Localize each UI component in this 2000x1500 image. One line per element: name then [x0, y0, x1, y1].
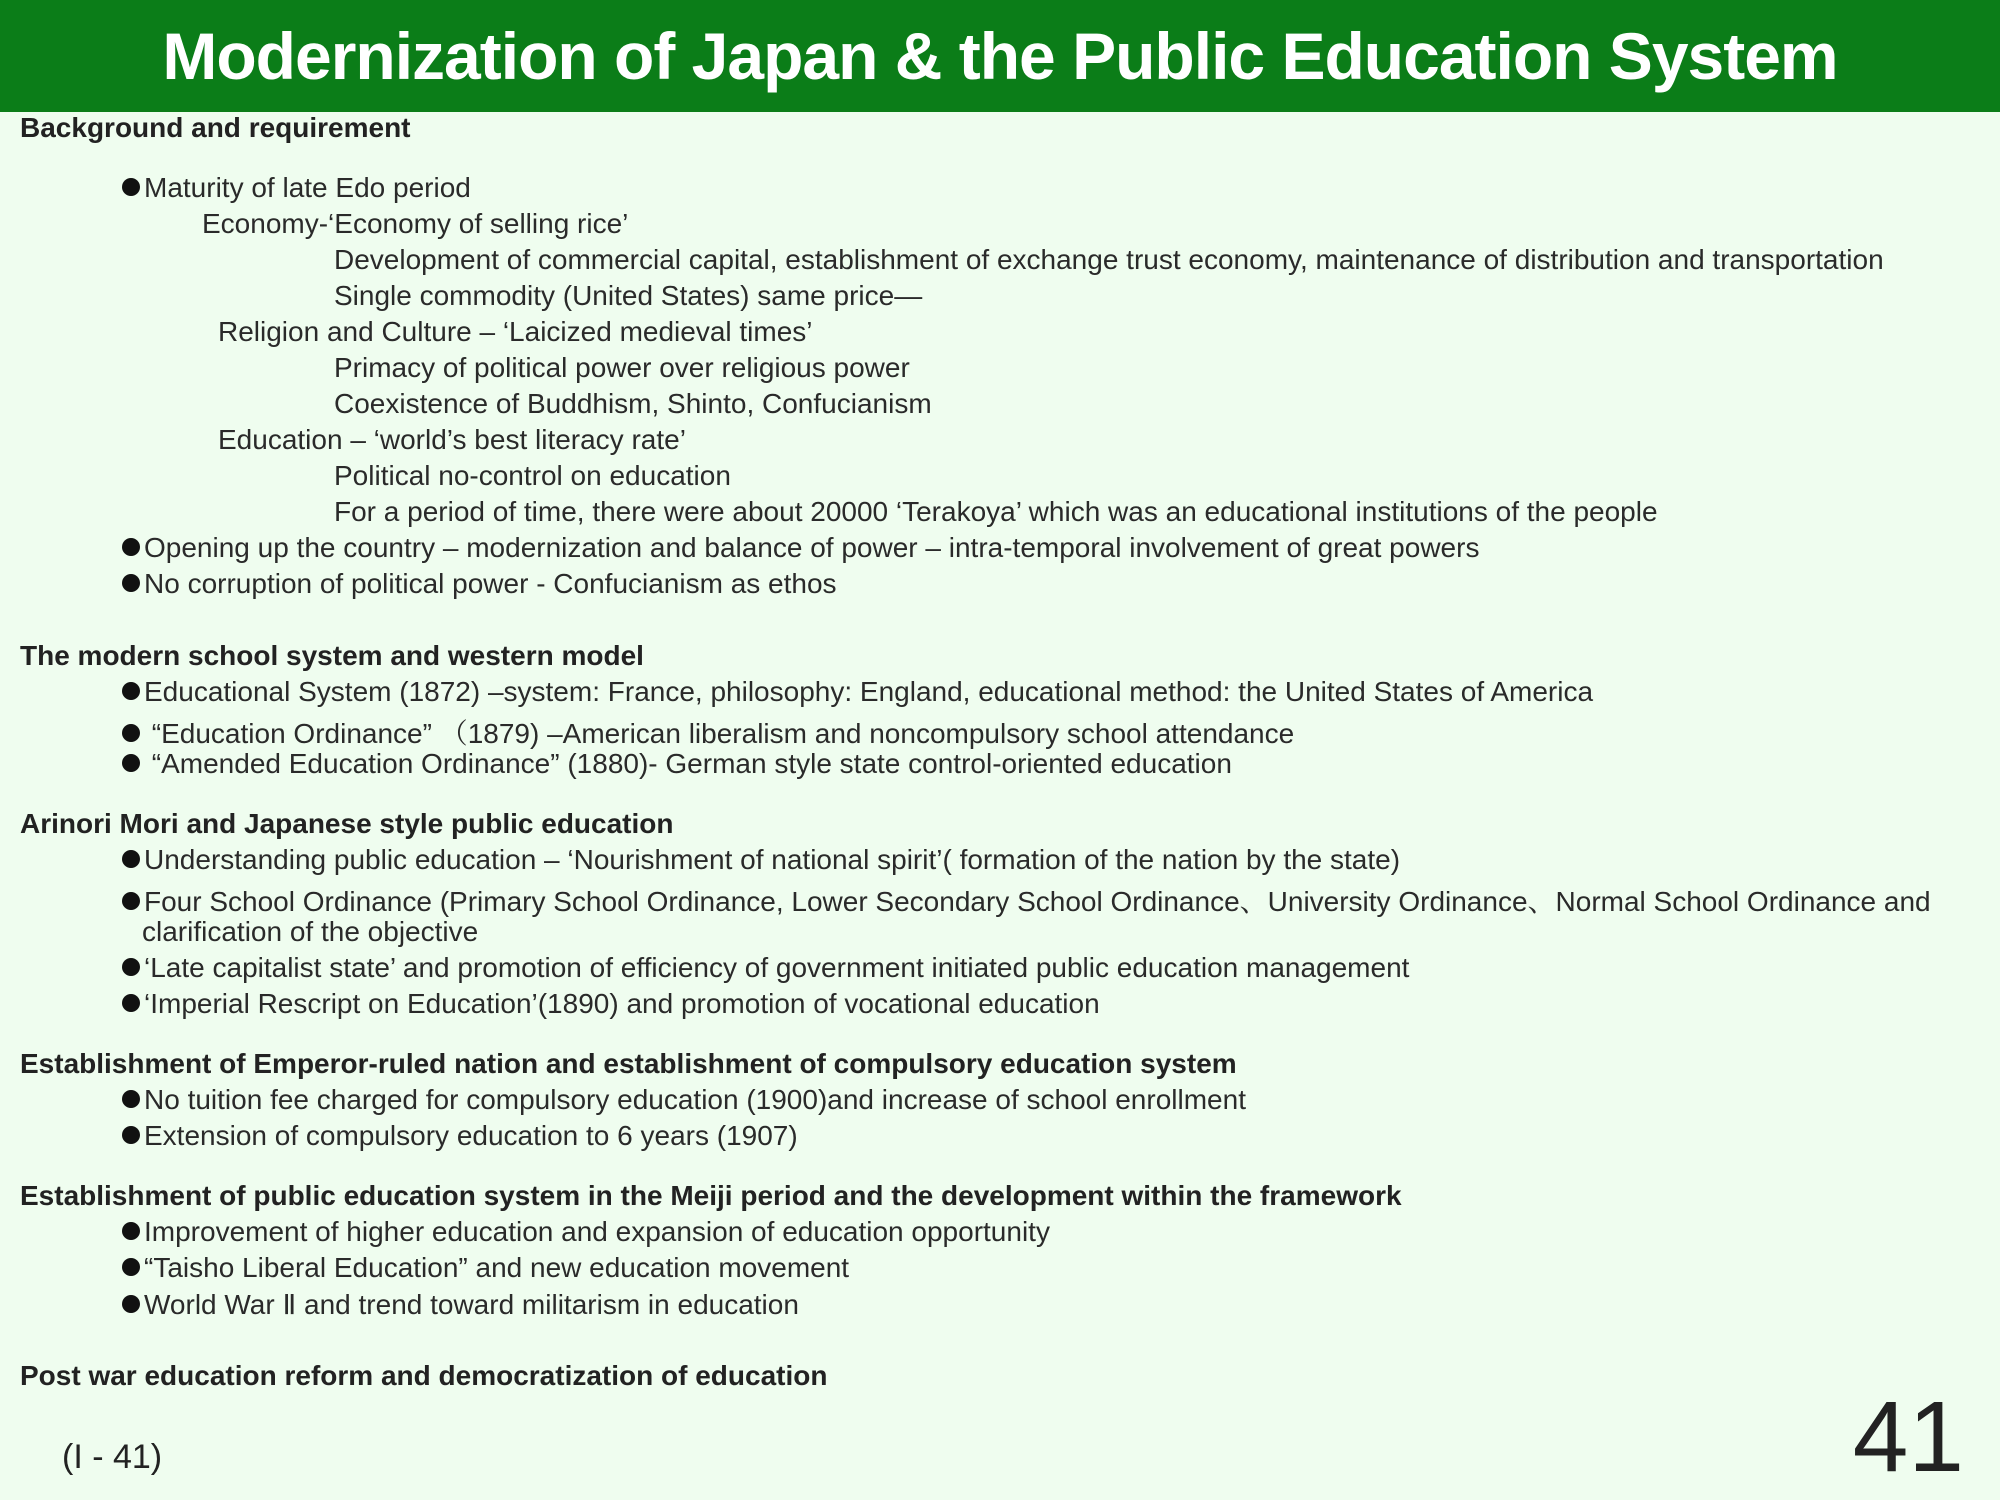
bullet-icon: [122, 724, 140, 742]
title-bar: [0, 0, 2000, 112]
bullet-item: No tuition fee charged for compulsory education (1900)and increase of school enrollment: [122, 1084, 1246, 1116]
bullet-item: Educational System (1872) –system: France, philosophy: England, educational method: the United States of America: [122, 676, 1593, 708]
slide-reference: (I - 41): [62, 1438, 163, 1476]
bullet-item: World War Ⅱ and trend toward militarism in education: [122, 1288, 799, 1321]
section-heading-emperor-ruled: Establishment of Emperor-ruled nation and establishment of compulsory education system: [20, 1048, 1237, 1079]
bullet-item: Four School Ordinance (Primary School Ordinance, Lower Secondary School Ordinance、University Ordinance、Normal School Ordinance and: [122, 880, 1931, 920]
section-heading-post-war: Post war education reform and democratization of education: [20, 1360, 828, 1391]
bullet-icon: [122, 178, 140, 196]
bullet-icon: [122, 538, 140, 556]
bullet-icon: [122, 1090, 140, 1108]
bullet-item: Opening up the country – modernization and balance of power – intra-temporal involvement of great powers: [122, 532, 1479, 564]
bullet-icon: [122, 1222, 140, 1240]
bullet-icon: [122, 682, 140, 700]
bullet-item: “Taisho Liberal Education” and new education movement: [122, 1252, 849, 1284]
bullet-item: “Education Ordinance” （1879) –American liberalism and noncompulsory school attendance: [122, 712, 1294, 752]
bullet-icon: [122, 574, 140, 592]
sub-item: Economy-‘Economy of selling rice’: [202, 208, 629, 239]
sub-sub-item: Coexistence of Buddhism, Shinto, Confucianism: [334, 388, 932, 419]
bullet-icon: [122, 958, 140, 976]
sub-sub-item: Political no-control on education: [334, 460, 731, 491]
section-heading-arinori-mori: Arinori Mori and Japanese style public education: [20, 808, 674, 839]
bullet-icon: [122, 994, 140, 1012]
bullet-item: ‘Imperial Rescript on Education’(1890) and promotion of vocational education: [122, 988, 1100, 1020]
bullet-item: Understanding public education – ‘Nourishment of national spirit’( formation of the nation by the state): [122, 844, 1400, 876]
sub-sub-item: Single commodity (United States) same price—: [334, 280, 923, 311]
bullet-icon: [122, 1295, 140, 1313]
bullet-continuation: clarification of the objective: [142, 916, 479, 947]
bullet-item: “Amended Education Ordinance” (1880)- German style state control-oriented education: [122, 748, 1232, 780]
page-number: 41: [1852, 1381, 1964, 1493]
sub-sub-item: Development of commercial capital, establishment of exchange trust economy, maintenance of distribution and transportation: [334, 244, 1884, 275]
bullet-item: Maturity of late Edo period: [122, 172, 471, 204]
bullet-icon: [122, 892, 140, 910]
page-title: Modernization of Japan & the Public Education System: [162, 19, 1838, 93]
bullet-item: ‘Late capitalist state’ and promotion of efficiency of government initiated public education management: [122, 952, 1409, 984]
bullet-item: Extension of compulsory education to 6 years (1907): [122, 1120, 798, 1152]
section-heading-modern-school: The modern school system and western model: [20, 640, 644, 671]
sub-sub-item: Primacy of political power over religious power: [334, 352, 910, 383]
bullet-icon: [122, 1126, 140, 1144]
bullet-item: Improvement of higher education and expansion of education opportunity: [122, 1216, 1050, 1248]
section-heading-background: Background and requirement: [20, 112, 411, 143]
bullet-icon: [122, 1258, 140, 1276]
sub-sub-item: For a period of time, there were about 20000 ‘Terakoya’ which was an educational institutions of the people: [334, 496, 1658, 527]
section-heading-meiji-period: Establishment of public education system in the Meiji period and the development within the framework: [20, 1180, 1402, 1211]
sub-item: Religion and Culture – ‘Laicized medieval times’: [218, 316, 813, 347]
bullet-icon: [122, 754, 140, 772]
bullet-icon: [122, 850, 140, 868]
bullet-item: No corruption of political power - Confucianism as ethos: [122, 568, 837, 600]
sub-item: Education – ‘world’s best literacy rate’: [218, 424, 686, 455]
